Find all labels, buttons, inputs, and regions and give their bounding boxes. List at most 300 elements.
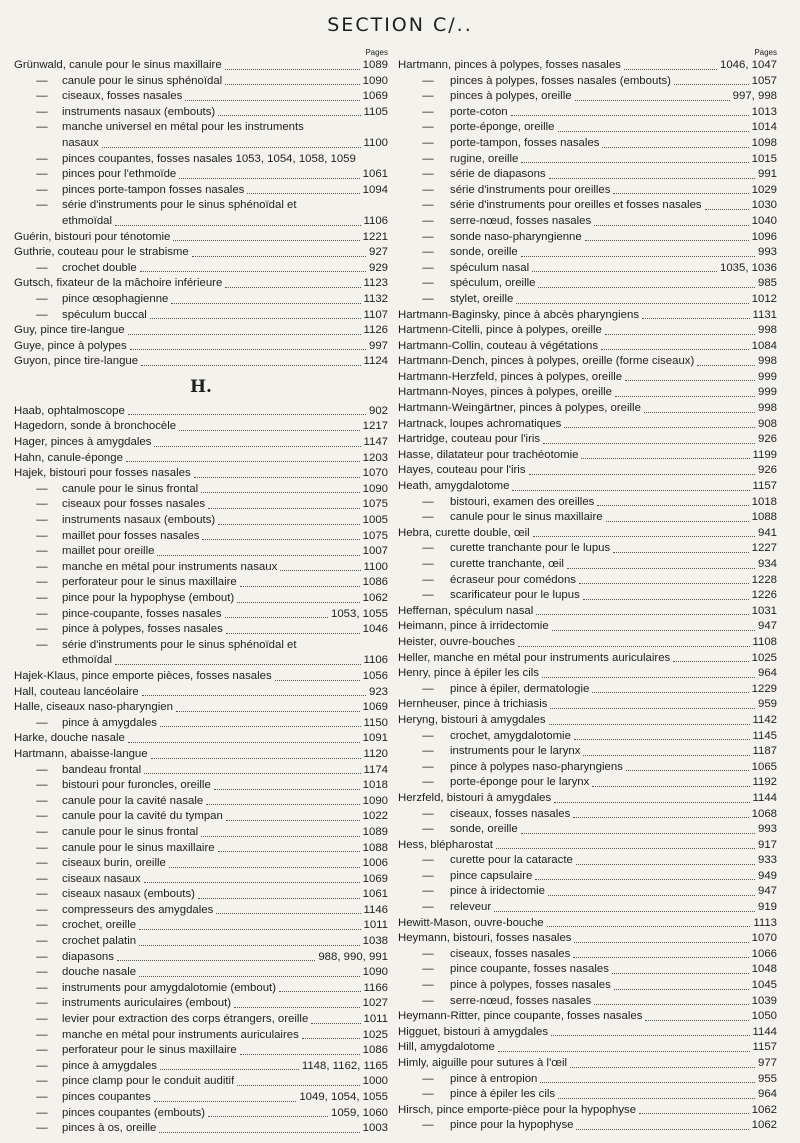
entry-text: pince à épiler, dermatologie bbox=[450, 682, 590, 695]
dot-leader bbox=[185, 99, 359, 101]
dot-leader bbox=[498, 1050, 750, 1052]
entry-text: ethmoïdal bbox=[62, 214, 113, 227]
entry-text: Hernheuser, pince à trichiasis bbox=[398, 698, 548, 711]
page-number: 1035, 1036 bbox=[719, 261, 777, 274]
dot-leader bbox=[642, 317, 749, 319]
ditto-dash: — bbox=[422, 682, 434, 695]
dot-leader bbox=[198, 897, 360, 899]
dot-leader bbox=[645, 1019, 748, 1021]
page-number: 1040 bbox=[751, 214, 777, 227]
index-entry bbox=[398, 1103, 777, 1119]
dot-leader bbox=[234, 1006, 360, 1008]
dot-leader bbox=[602, 146, 748, 148]
page-number: 998 bbox=[757, 402, 777, 415]
page-number: 1221 bbox=[362, 230, 388, 243]
index-subentry bbox=[14, 560, 388, 576]
entry-text: canule pour le sinus frontal bbox=[62, 825, 199, 838]
dot-leader bbox=[240, 585, 360, 587]
dot-leader bbox=[130, 348, 366, 350]
index-entry bbox=[398, 791, 777, 807]
page-number: 1045 bbox=[751, 979, 777, 992]
ditto-dash: — bbox=[36, 841, 48, 854]
page-number: 1068 bbox=[751, 807, 777, 820]
index-subentry bbox=[398, 292, 777, 308]
index-subentry bbox=[398, 152, 777, 168]
index-subentry bbox=[14, 198, 388, 214]
ditto-dash: — bbox=[422, 885, 434, 898]
index-subentry bbox=[398, 198, 777, 214]
index-subentry bbox=[14, 856, 388, 872]
page-number: 1059, 1060 bbox=[330, 1106, 388, 1119]
dot-leader bbox=[359, 162, 385, 163]
dot-leader bbox=[521, 161, 748, 163]
ditto-dash: — bbox=[422, 558, 434, 570]
ditto-dash: — bbox=[36, 498, 48, 511]
entry-text: maillet pour fosses nasales bbox=[62, 529, 200, 542]
index-entry bbox=[398, 713, 777, 729]
entry-text: Heymann, bistouri, fosses nasales bbox=[398, 932, 572, 945]
entry-text: Gutsch, fixateur de la mâchoire inférieure bbox=[14, 277, 223, 290]
entry-text: Hirsch, pince emporte-pièce pour la hypophyse bbox=[398, 1103, 637, 1116]
dot-leader bbox=[673, 660, 748, 662]
page-number: 1027 bbox=[362, 997, 388, 1010]
ditto-dash: — bbox=[422, 261, 434, 274]
page-number: 1061 bbox=[362, 888, 388, 901]
dot-leader bbox=[208, 1115, 328, 1117]
ditto-dash: — bbox=[422, 901, 434, 914]
ditto-dash: — bbox=[36, 966, 48, 979]
index-entry bbox=[398, 619, 777, 635]
page-number: 1089 bbox=[362, 825, 388, 838]
page-number: 917 bbox=[757, 838, 777, 851]
index-subentry bbox=[398, 245, 777, 261]
ditto-dash: — bbox=[36, 794, 48, 807]
ditto-dash: — bbox=[36, 1075, 48, 1088]
index-entry bbox=[14, 276, 388, 292]
entry-text: pince à iridectomie bbox=[450, 885, 545, 898]
dot-leader bbox=[567, 567, 755, 569]
page-number: 1014 bbox=[751, 121, 777, 134]
dot-leader bbox=[201, 835, 360, 837]
entry-text: crochet, amygdalotomie bbox=[450, 729, 571, 742]
dot-leader bbox=[179, 429, 360, 431]
index-subentry bbox=[14, 152, 388, 168]
index-subentry bbox=[398, 557, 777, 573]
entry-text: série de diapasons bbox=[450, 168, 546, 181]
dot-leader bbox=[639, 1112, 749, 1114]
page-number: 1069 bbox=[362, 701, 388, 714]
page-number: 1069 bbox=[362, 90, 388, 103]
dot-leader bbox=[225, 68, 360, 70]
page-number: 997 bbox=[368, 339, 388, 352]
index-entry bbox=[14, 731, 388, 747]
entry-text: stylet, oreille bbox=[450, 292, 514, 305]
page-number: 1147 bbox=[363, 436, 388, 449]
entry-text: Haab, ophtalmoscope bbox=[14, 404, 125, 417]
dot-leader bbox=[644, 411, 755, 413]
ditto-dash: — bbox=[36, 529, 48, 542]
index-entry bbox=[398, 308, 777, 324]
page-number: 1105 bbox=[363, 105, 388, 118]
entry-text: levier pour extraction des corps étrangers, oreille bbox=[62, 1013, 309, 1026]
page-number: 993 bbox=[757, 823, 777, 836]
entry-text: maillet pour oreille bbox=[62, 545, 155, 558]
index-subentry bbox=[14, 918, 388, 934]
ditto-dash: — bbox=[422, 963, 434, 976]
entry-text: porte-éponge pour le larynx bbox=[450, 776, 590, 789]
ditto-dash: — bbox=[422, 745, 434, 758]
page-number: 988, 990, 991 bbox=[318, 950, 388, 963]
index-subentry bbox=[14, 716, 388, 732]
entry-text: Herzfeld, bistouri à amygdales bbox=[398, 791, 552, 804]
entry-text: pince-coupante, fosses nasales bbox=[62, 607, 222, 620]
entry-text: Heller, manche en métal pour instruments auriculaires bbox=[398, 651, 671, 664]
dot-leader bbox=[140, 270, 366, 272]
index-entry bbox=[398, 479, 777, 495]
dot-leader bbox=[307, 131, 385, 132]
entry-text: douche nasale bbox=[62, 966, 137, 979]
entry-text: ciseaux, fosses nasales bbox=[450, 947, 571, 960]
ditto-dash: — bbox=[422, 994, 434, 1007]
section-letter-heading: H. bbox=[190, 376, 212, 397]
page-number: 1187 bbox=[752, 745, 777, 758]
page-number: 934 bbox=[757, 558, 777, 570]
page-number: 1075 bbox=[362, 498, 388, 511]
entry-text: Guye, pince à polypes bbox=[14, 339, 127, 352]
ditto-dash: — bbox=[422, 854, 434, 867]
entry-text: pince pour la hypophyse (embout) bbox=[62, 592, 235, 604]
ditto-dash: — bbox=[36, 183, 48, 196]
page-number: 1217 bbox=[362, 420, 388, 433]
dot-leader bbox=[583, 598, 749, 600]
dot-leader bbox=[518, 645, 749, 647]
dot-leader bbox=[612, 972, 749, 974]
entry-text: sonde, oreille bbox=[450, 823, 518, 836]
index-entry-continuation bbox=[14, 136, 388, 152]
ditto-dash: — bbox=[422, 760, 434, 773]
index-entry bbox=[398, 1025, 777, 1041]
page-title: SECTION C/.. bbox=[327, 14, 473, 36]
entry-text: pinces à polypes, fosses nasales (embouts) bbox=[450, 74, 671, 87]
page-number: 1046 bbox=[362, 623, 388, 636]
entry-text: pince à amygdales bbox=[62, 716, 157, 729]
dot-leader bbox=[548, 894, 755, 896]
entry-text: série d'instruments pour oreilles et fosses nasales bbox=[450, 199, 702, 212]
dot-leader bbox=[141, 364, 360, 366]
dot-leader bbox=[592, 785, 749, 787]
index-subentry bbox=[14, 74, 388, 90]
page-number: 1100 bbox=[363, 136, 388, 149]
index-subentry bbox=[14, 965, 388, 981]
dot-leader bbox=[206, 803, 359, 805]
entry-text: Hahn, canule-éponge bbox=[14, 451, 123, 464]
index-entry bbox=[398, 697, 777, 713]
page-number: 926 bbox=[757, 464, 777, 477]
index-entry bbox=[398, 354, 777, 370]
dot-leader bbox=[594, 1003, 748, 1005]
index-entry bbox=[398, 666, 777, 682]
dot-leader bbox=[237, 1084, 359, 1086]
dot-leader bbox=[674, 83, 749, 85]
dot-leader bbox=[225, 616, 328, 618]
ditto-dash: — bbox=[36, 1122, 48, 1135]
dot-leader bbox=[157, 554, 359, 556]
dot-leader bbox=[201, 491, 360, 493]
index-subentry bbox=[14, 513, 388, 529]
dot-leader bbox=[697, 364, 755, 366]
index-subentry bbox=[398, 1118, 777, 1134]
page-number: 1062 bbox=[751, 1103, 777, 1116]
entry-text: porte-coton bbox=[450, 105, 508, 118]
index-entry bbox=[398, 916, 777, 932]
entry-text: pince clamp pour le conduit auditif bbox=[62, 1075, 235, 1088]
page-number: 923 bbox=[368, 685, 388, 698]
entry-text: bandeau frontal bbox=[62, 763, 142, 776]
ditto-dash: — bbox=[422, 105, 434, 118]
ditto-dash: — bbox=[422, 214, 434, 227]
dot-leader bbox=[237, 601, 359, 603]
dot-leader bbox=[102, 146, 361, 148]
page-number: 1070 bbox=[751, 932, 777, 945]
index-subentry bbox=[398, 495, 777, 511]
entry-text: instruments pour le larynx bbox=[450, 745, 581, 758]
dot-leader bbox=[226, 819, 360, 821]
index-entry bbox=[398, 323, 777, 339]
page-number: 1096 bbox=[751, 230, 777, 243]
page-number: 1025 bbox=[751, 651, 777, 664]
page-number: 977 bbox=[757, 1057, 777, 1069]
entry-text: Hewitt-Mason, ouvre-bouche bbox=[398, 916, 544, 929]
page-number: 1227 bbox=[751, 542, 777, 555]
ditto-dash: — bbox=[36, 810, 48, 823]
index-subentry bbox=[398, 900, 777, 916]
dot-leader bbox=[511, 114, 749, 116]
index-subentry bbox=[14, 638, 388, 654]
index-entry-continuation bbox=[14, 214, 388, 230]
page-number: 1062 bbox=[751, 1119, 777, 1132]
entry-text: pince pour la hypophyse bbox=[450, 1119, 574, 1132]
page-number: 991 bbox=[757, 168, 777, 181]
page-number: 955 bbox=[757, 1072, 777, 1085]
dot-leader bbox=[179, 177, 359, 179]
index-subentry bbox=[14, 809, 388, 825]
index-subentry bbox=[398, 183, 777, 199]
entry-text: Hartmann, abaisse-langue bbox=[14, 747, 148, 760]
entry-text: Harke, douche nasale bbox=[14, 732, 125, 745]
dot-leader bbox=[275, 679, 360, 681]
dot-leader bbox=[583, 754, 749, 756]
page-number: 1039 bbox=[751, 994, 777, 1007]
page-number: 1120 bbox=[363, 747, 388, 760]
ditto-dash: — bbox=[36, 903, 48, 916]
entry-text: Heath, amygdalotome bbox=[398, 480, 510, 493]
dot-leader bbox=[117, 959, 315, 961]
dot-leader bbox=[300, 209, 385, 210]
entry-text: canule pour le sinus maxillaire bbox=[450, 511, 603, 524]
index-column-left bbox=[14, 48, 388, 1137]
index-subentry bbox=[398, 729, 777, 745]
dot-leader bbox=[128, 413, 366, 415]
entry-text: serre-nœud, fosses nasales bbox=[450, 214, 592, 227]
page-number: 959 bbox=[757, 698, 777, 711]
index-entry bbox=[14, 58, 388, 74]
index-subentry bbox=[14, 622, 388, 638]
index-entry bbox=[398, 417, 777, 433]
index-subentry bbox=[398, 822, 777, 838]
page-number: 1157 bbox=[752, 1041, 777, 1054]
ditto-dash: — bbox=[36, 1013, 48, 1026]
page-number: 1048 bbox=[751, 963, 777, 976]
entry-text: Hartmann-Collin, couteau à végétations bbox=[398, 339, 599, 352]
dot-leader bbox=[613, 551, 748, 553]
ditto-dash: — bbox=[36, 105, 48, 118]
entry-text: manche en métal pour instruments nasaux bbox=[62, 560, 278, 573]
entry-text: crochet, oreille bbox=[62, 919, 137, 932]
entry-text: canule pour la cavité du tympan bbox=[62, 810, 223, 823]
entry-text: Himly, aiguille pour sutures à l'œil bbox=[398, 1057, 568, 1069]
page-number: 1018 bbox=[751, 495, 777, 508]
ditto-dash: — bbox=[422, 807, 434, 820]
page-number: 1025 bbox=[362, 1028, 388, 1041]
ditto-dash: — bbox=[36, 90, 48, 103]
dot-leader bbox=[533, 535, 755, 537]
dot-leader bbox=[194, 476, 360, 478]
ditto-dash: — bbox=[422, 573, 434, 586]
index-subentry bbox=[398, 962, 777, 978]
dot-leader bbox=[536, 613, 748, 615]
index-entry bbox=[398, 385, 777, 401]
ditto-dash: — bbox=[36, 857, 48, 870]
page-number: 1056 bbox=[362, 669, 388, 682]
index-entry bbox=[398, 838, 777, 854]
ditto-dash: — bbox=[36, 779, 48, 792]
entry-text: Hasse, dilatateur pour trachéotomie bbox=[398, 448, 579, 461]
index-subentry bbox=[398, 884, 777, 900]
index-subentry bbox=[14, 763, 388, 779]
page-number: 1142 bbox=[752, 713, 777, 726]
dot-leader bbox=[597, 504, 748, 506]
index-subentry bbox=[14, 89, 388, 105]
dot-leader bbox=[225, 83, 359, 85]
entry-text: canule pour le sinus maxillaire bbox=[62, 841, 215, 854]
index-subentry bbox=[398, 510, 777, 526]
index-subentry bbox=[398, 167, 777, 183]
dot-leader bbox=[551, 1034, 749, 1036]
index-subentry bbox=[398, 1087, 777, 1103]
entry-text: pinces à polypes, oreille bbox=[450, 90, 572, 103]
page-number: 1124 bbox=[363, 355, 388, 368]
index-subentry bbox=[398, 978, 777, 994]
page-number: 926 bbox=[757, 433, 777, 446]
ditto-dash: — bbox=[422, 183, 434, 196]
dot-leader bbox=[594, 224, 748, 226]
index-entries-right bbox=[398, 58, 777, 1134]
ditto-dash: — bbox=[422, 136, 434, 149]
entry-text: spéculum buccal bbox=[62, 308, 147, 321]
entry-text: pince à amygdales bbox=[62, 1059, 157, 1072]
dot-leader bbox=[613, 192, 748, 194]
ditto-dash: — bbox=[36, 888, 48, 901]
index-subentry bbox=[14, 981, 388, 997]
page-number: 941 bbox=[757, 526, 777, 539]
dot-leader bbox=[564, 426, 755, 428]
entry-text: Hess, blépharostat bbox=[398, 838, 493, 851]
ditto-dash: — bbox=[422, 121, 434, 134]
dot-leader bbox=[218, 523, 359, 525]
entry-text: Hartnack, loupes achromatiques bbox=[398, 417, 562, 430]
page-number: 1126 bbox=[363, 324, 388, 337]
ditto-dash: — bbox=[422, 1088, 434, 1101]
index-entry bbox=[398, 1056, 777, 1072]
entry-text: pinces à os, oreille bbox=[62, 1122, 157, 1135]
ditto-dash: — bbox=[422, 90, 434, 103]
dot-leader bbox=[128, 741, 360, 743]
page-number: 902 bbox=[368, 404, 388, 417]
index-subentry bbox=[14, 575, 388, 591]
ditto-dash: — bbox=[36, 261, 48, 274]
entry-text: pinces coupantes, fosses nasales 1053, 1054, 1058, 1059 bbox=[62, 152, 356, 165]
dot-leader bbox=[538, 286, 755, 288]
page-number: 1091 bbox=[362, 732, 388, 745]
dot-leader bbox=[543, 442, 755, 444]
index-subentry bbox=[14, 872, 388, 888]
page-number: 1192 bbox=[752, 776, 777, 789]
entry-text: Hager, pinces à amygdales bbox=[14, 436, 152, 449]
page-number: 1031 bbox=[751, 604, 777, 617]
index-entry bbox=[398, 432, 777, 448]
dot-leader bbox=[585, 239, 749, 241]
dot-leader bbox=[570, 1066, 755, 1068]
entry-text: Guérin, bistouri pour ténotomie bbox=[14, 230, 171, 243]
ditto-dash: — bbox=[422, 168, 434, 181]
dot-leader bbox=[581, 457, 749, 459]
entry-text: ethmoïdal bbox=[62, 654, 113, 667]
index-entry bbox=[14, 230, 388, 246]
page-number: 1144 bbox=[752, 1025, 777, 1038]
page-number: 1046, 1047 bbox=[719, 59, 777, 71]
index-subentry bbox=[14, 887, 388, 903]
ditto-dash: — bbox=[36, 919, 48, 932]
ditto-dash: — bbox=[36, 199, 48, 212]
entry-text: ciseaux pour fosses nasales bbox=[62, 498, 206, 511]
page-number: 997, 998 bbox=[732, 90, 777, 103]
index-entry bbox=[398, 463, 777, 479]
dot-leader bbox=[516, 302, 748, 304]
index-subentry bbox=[398, 760, 777, 776]
index-subentry bbox=[398, 947, 777, 963]
entry-text: Guy, pince tire-langue bbox=[14, 324, 125, 337]
entry-text: Heffernan, spéculum nasal bbox=[398, 604, 534, 617]
entry-text: Guthrie, couteau pour le strabisme bbox=[14, 246, 189, 259]
dot-leader bbox=[601, 348, 749, 350]
dot-leader bbox=[575, 99, 730, 101]
page-number: 1007 bbox=[362, 545, 388, 558]
ditto-dash: — bbox=[422, 246, 434, 259]
index-entry bbox=[14, 323, 388, 339]
entry-text: ciseaux, fosses nasales bbox=[62, 90, 183, 103]
ditto-dash: — bbox=[36, 514, 48, 527]
index-entry bbox=[14, 354, 388, 370]
ditto-dash: — bbox=[36, 607, 48, 620]
dot-leader bbox=[554, 801, 749, 803]
page-number: 1090 bbox=[362, 966, 388, 979]
dot-leader bbox=[540, 1081, 755, 1083]
entry-text: Hajek-Klaus, pince emporte pièces, fosses nasales bbox=[14, 669, 272, 682]
entry-text: Hall, couteau lancéolaire bbox=[14, 685, 139, 698]
entry-text: canule pour la cavité nasale bbox=[62, 794, 204, 807]
entry-text: Halle, ciseaux naso-pharyngien bbox=[14, 701, 173, 714]
dot-leader bbox=[302, 1037, 360, 1039]
